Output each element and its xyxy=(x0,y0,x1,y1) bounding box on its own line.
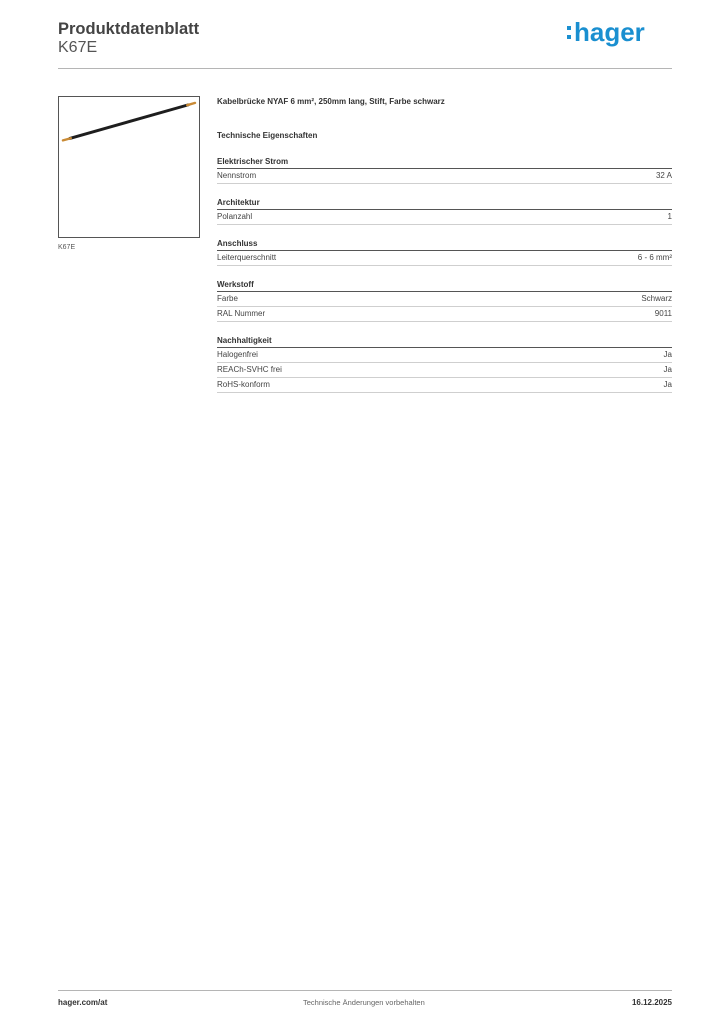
property-value: 32 A xyxy=(655,171,672,180)
page-title: Produktdatenblatt xyxy=(58,20,200,38)
properties-heading: Technische Eigenschaften xyxy=(217,131,318,140)
product-details xyxy=(217,96,672,393)
property-value: Ja xyxy=(663,380,672,389)
property-group-material xyxy=(217,279,672,322)
cable-bridge-image xyxy=(59,97,199,237)
property-group-architecture xyxy=(217,197,672,225)
property-label: Leiterquerschnitt xyxy=(217,253,277,262)
footer-divider xyxy=(58,990,672,991)
image-caption: K67E xyxy=(58,244,76,251)
product-description: Kabelbrücke NYAF 6 mm², 250mm lang, Stift, Farbe schwarz xyxy=(217,97,445,106)
logo-text: hager xyxy=(574,17,645,47)
property-label: Polanzahl xyxy=(217,212,253,221)
property-label: RAL Nummer xyxy=(217,309,266,318)
footer-date: 16.12.2025 xyxy=(631,998,672,1007)
property-row xyxy=(217,251,672,266)
group-title: Elektrischer Strom xyxy=(217,156,672,169)
property-value: 9011 xyxy=(654,309,672,318)
property-value: Schwarz xyxy=(641,294,672,303)
property-value: 6 - 6 mm² xyxy=(637,253,672,262)
property-group-sustainability xyxy=(217,335,672,393)
property-value: 1 xyxy=(667,212,672,221)
group-title: Nachhaltigkeit xyxy=(217,335,672,348)
property-label: Halogenfrei xyxy=(217,350,258,359)
group-title: Architektur xyxy=(217,197,672,210)
property-label: REACh-SVHC frei xyxy=(217,365,282,374)
property-row xyxy=(217,292,672,307)
property-row xyxy=(217,210,672,225)
article-number: K67E xyxy=(58,39,98,56)
property-row xyxy=(217,378,672,393)
property-row xyxy=(217,363,672,378)
header-divider xyxy=(58,68,672,69)
property-value: Ja xyxy=(663,365,672,374)
group-title: Anschluss xyxy=(217,238,672,251)
property-row xyxy=(217,348,672,363)
hager-logo xyxy=(566,14,658,50)
property-label: RoHS-konform xyxy=(217,380,270,389)
property-row xyxy=(217,169,672,184)
property-label: Nennstrom xyxy=(217,171,257,180)
group-title: Werkstoff xyxy=(217,279,672,292)
property-value: Ja xyxy=(663,350,672,359)
property-row xyxy=(217,307,672,322)
footer-notice: Technische Änderungen vorbehalten xyxy=(303,998,425,1007)
property-group-electrical xyxy=(217,156,672,184)
property-group-connection xyxy=(217,238,672,266)
footer-website-link[interactable]: hager.com/at xyxy=(58,998,108,1007)
product-image xyxy=(58,96,200,238)
property-label: Farbe xyxy=(217,294,238,303)
